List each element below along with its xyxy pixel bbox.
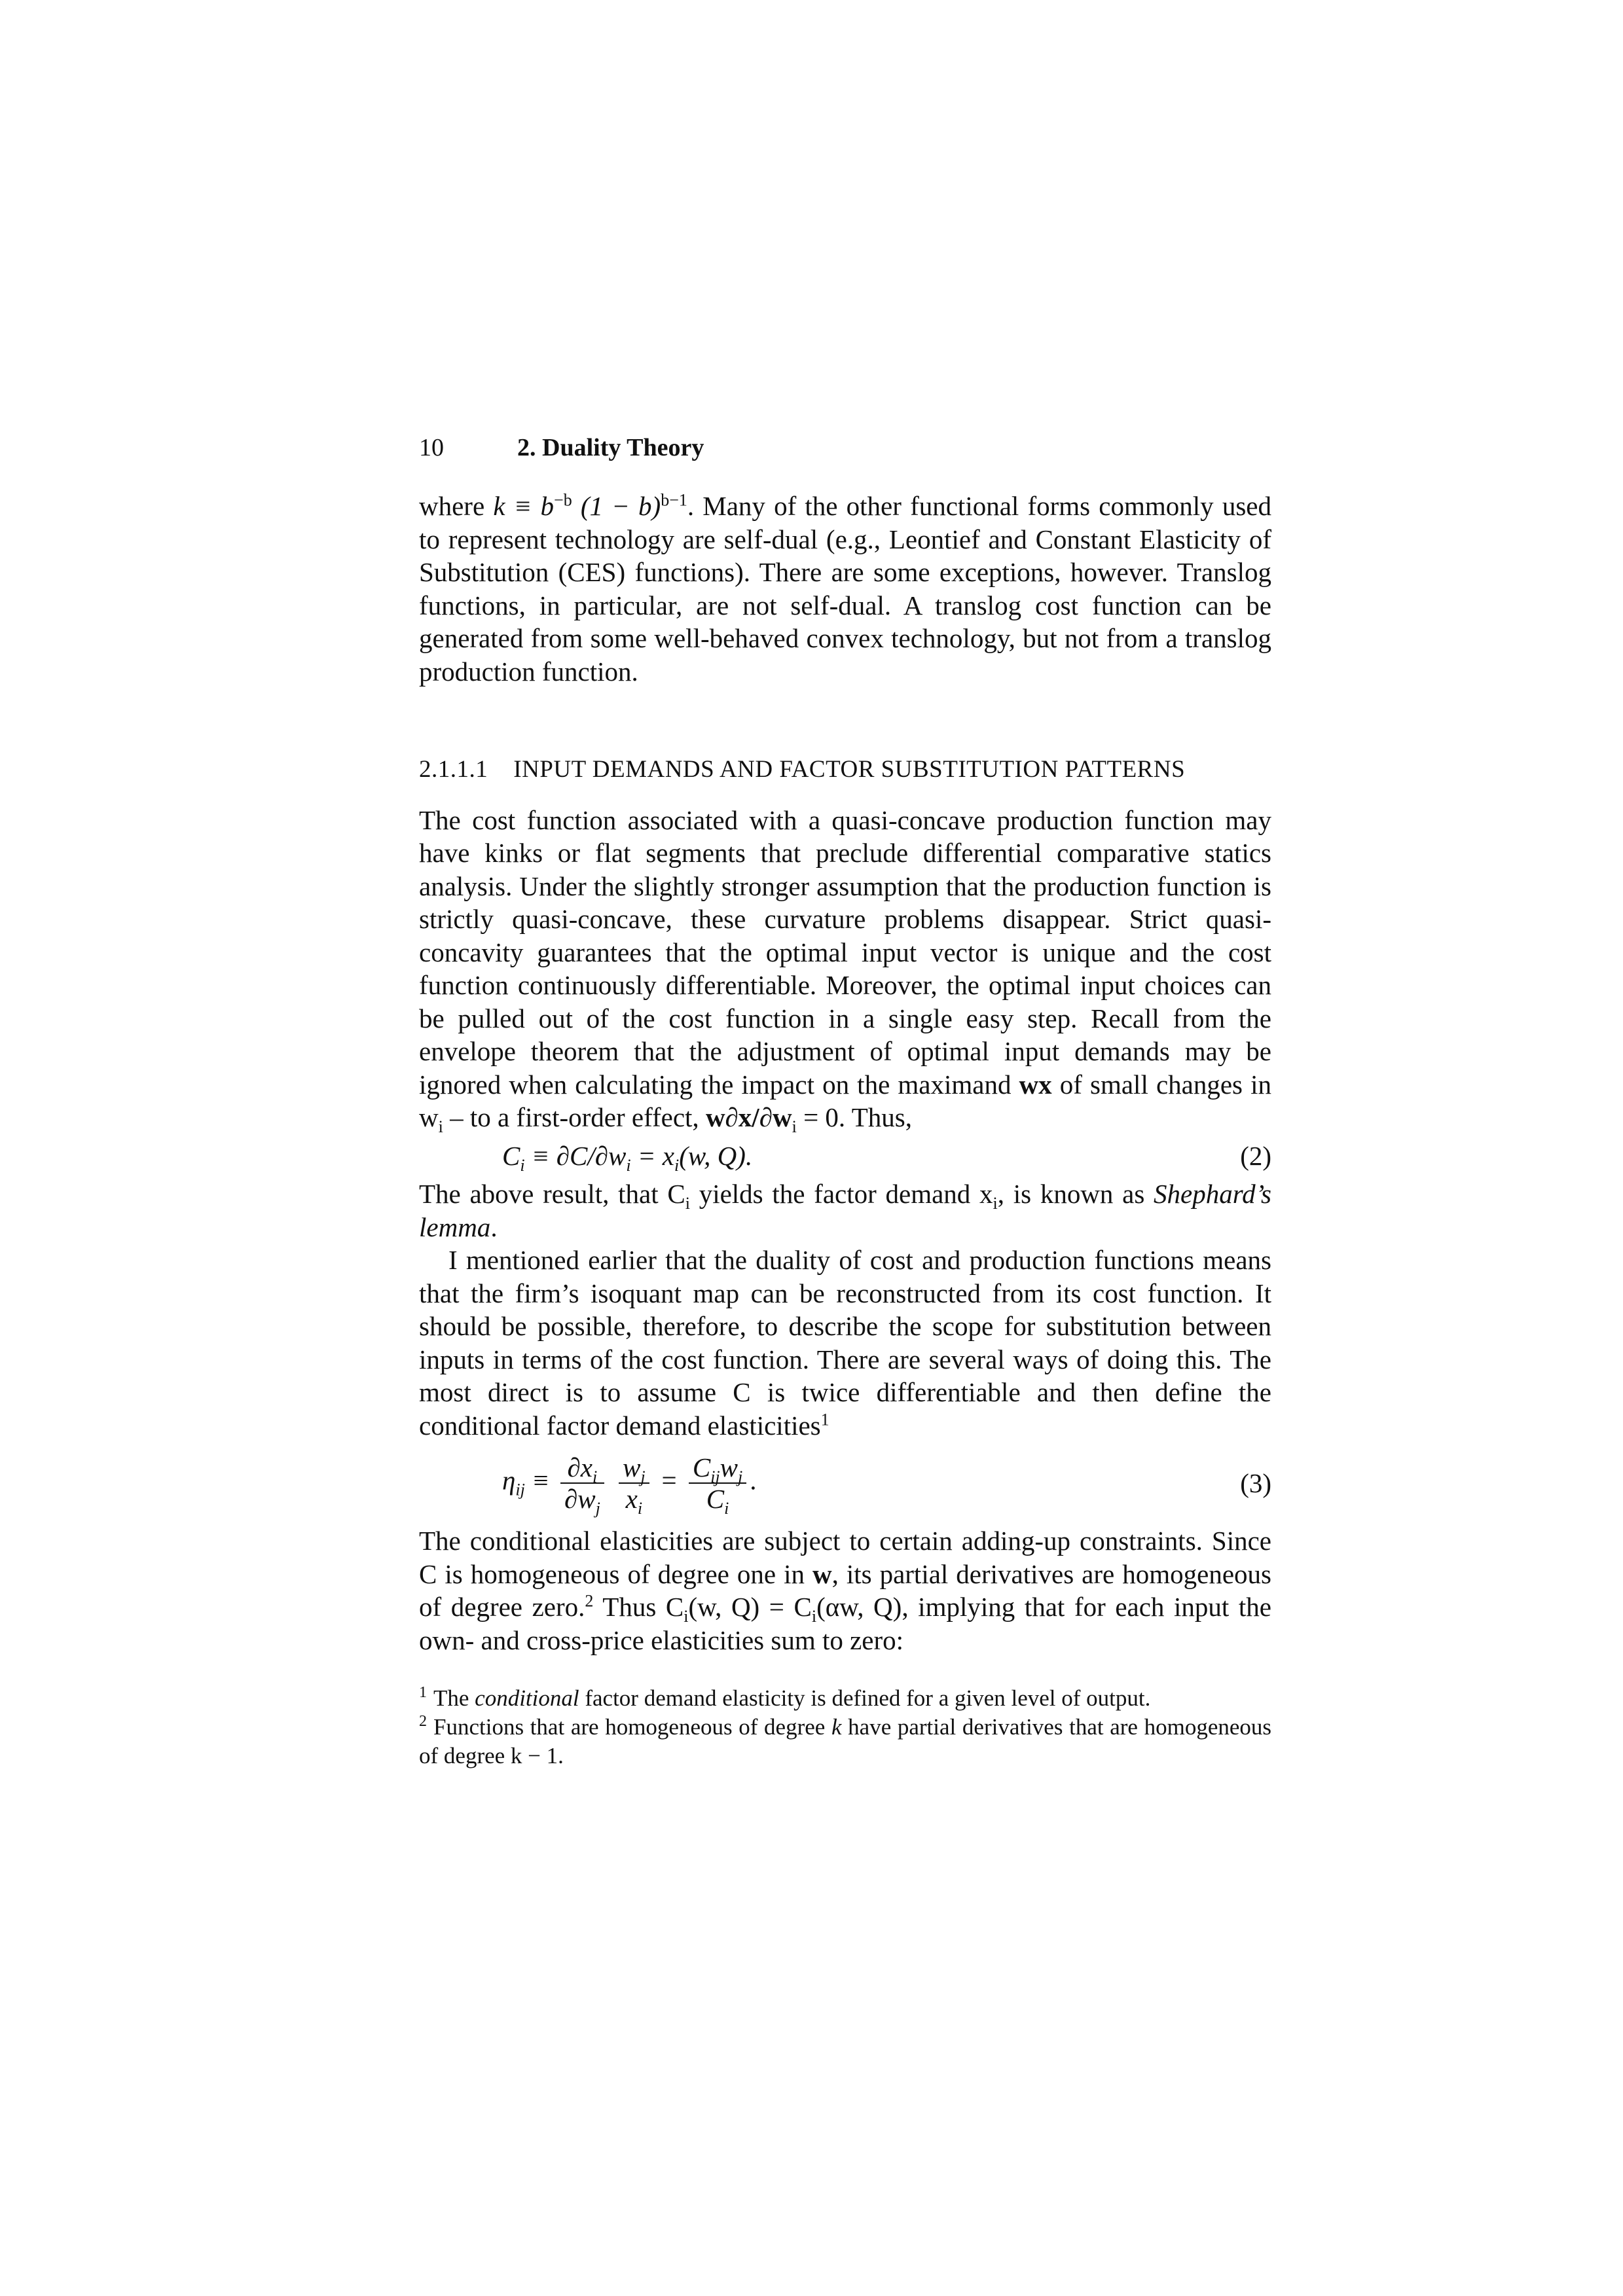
running-title: 2. Duality Theory xyxy=(517,434,704,461)
footnote-ref-1: 1 xyxy=(820,1409,830,1429)
equation-3-number: (3) xyxy=(1240,1467,1271,1498)
footnote-ref-2: 2 xyxy=(585,1591,594,1611)
para1-lead: where xyxy=(419,491,494,521)
paragraph-2 xyxy=(419,804,1271,1137)
footnote-1: $^1$ The conditional factor demand elasticity is defined for a given level of output. xyxy=(419,1684,1151,1711)
paragraph-4 xyxy=(419,1244,1271,1442)
fraction-3: $\frac{C_{ij}w_j}{C_i}$ xyxy=(689,1452,746,1514)
para4-text: I mentioned earlier that the duality of cost and production functions means that the firm’s isoquant map can be reconstructed from its cost function. It should be possible, therefore, to describe the scope for substitution between inputs in terms of the cost function. There are several ways of doing this. The most direct is to assume C is twice differentiable and then define the conditional factor demand elasticities xyxy=(419,1245,1271,1441)
para2-deriv: w∂x/∂w xyxy=(705,1102,792,1132)
para2-text3: – to a first-order effect, xyxy=(443,1102,706,1132)
para2-wx: wx xyxy=(1019,1069,1052,1100)
equation-3-math: $\eta_{ij}$ ≡ $\frac{\partial x_i}{\partial w_j}$ $\frac{w_j}{x_i}$ = $\frac{C_{ij}w_j}{C_i}$ . xyxy=(502,1452,757,1518)
section-number: 2.1.1.1 xyxy=(419,756,488,783)
para2-sub-i: i xyxy=(438,1117,443,1137)
shephards-lemma: Shephard’s lemma xyxy=(419,1179,1272,1242)
para2-text4: = 0. Thus, xyxy=(796,1102,912,1132)
page-number: 10 xyxy=(419,434,444,461)
page-body xyxy=(419,432,1271,1770)
paragraph-1 xyxy=(419,490,1271,688)
section-title: INPUT DEMANDS AND FACTOR SUBSTITUTION PATTERNS xyxy=(513,756,1186,783)
para2-text2: of small changes in w xyxy=(419,1069,1271,1132)
para1-text: . Many of the other functional forms commonly used to represent technology are self-dual (e.g., Leontief and Constant Elasticity of Substitution (CES) functions). There are some exceptions, however. Translog functions, in particular, are not self-dual. A translog cost function can be generated from some well-behaved convex technology, but not from a translog production function. xyxy=(419,491,1271,687)
equation-2 xyxy=(419,1139,1271,1173)
footnote-2: $^2$ Functions that are homogeneous of degree k have partial derivatives that are homogeneous of degree k − 1. xyxy=(419,1713,1272,1768)
paragraph-5: The conditional elasticities are subject to certain adding-up constraints. Since C is homogeneous of degree one in w, its partial derivatives are homogeneous of degree zero.$^2$ Thus $C_i(w$, $Q) = C_i(\alpha w$, Q), implying that for each input the own- and cross-price elasticities sum to zero: xyxy=(419,1526,1272,1655)
fraction-1: $\frac{\partial x_i}{\partial w_j}$ xyxy=(560,1452,604,1514)
para1-sup2: b−1 xyxy=(661,490,687,510)
para1-sup1: −b xyxy=(554,490,572,510)
para1-math-mid: (1 − b) xyxy=(572,491,661,521)
equation-2-math: $C_i \equiv \partial C/\partial w_i = x_i(w$, Q). xyxy=(502,1140,753,1175)
paragraph-3: The above result, that $C_i$ yields the factor demand $x_i$, is known as Shephard’s lemma. xyxy=(419,1179,1272,1242)
footnotes xyxy=(419,1684,1271,1770)
para2-sub-i2: i xyxy=(792,1117,797,1137)
para2-text: The cost function associated with a quasi-concave production function may have kinks or flat segments that preclude differential comparative statics analysis. Under the slightly stronger assumption that the production function is strictly quasi-concave, these curvature problems disappear. Strict quasi-concavity guarantees that the optimal input vector is unique and the cost function continuously differentiable. Moreover, the optimal input choices can be pulled out of the cost function in a single easy step. Recall from the envelope theorem that the adjustment of optimal input demands may be ignored when calculating the impact on the maximand xyxy=(419,804,1271,1100)
fraction-2: $\frac{w_j}{x_i}$ xyxy=(619,1452,649,1514)
equation-2-number: (2) xyxy=(1240,1140,1271,1171)
equation-3 xyxy=(419,1452,1271,1518)
section-heading xyxy=(419,753,1271,787)
para1-math-k: k ≡ b xyxy=(493,491,555,521)
